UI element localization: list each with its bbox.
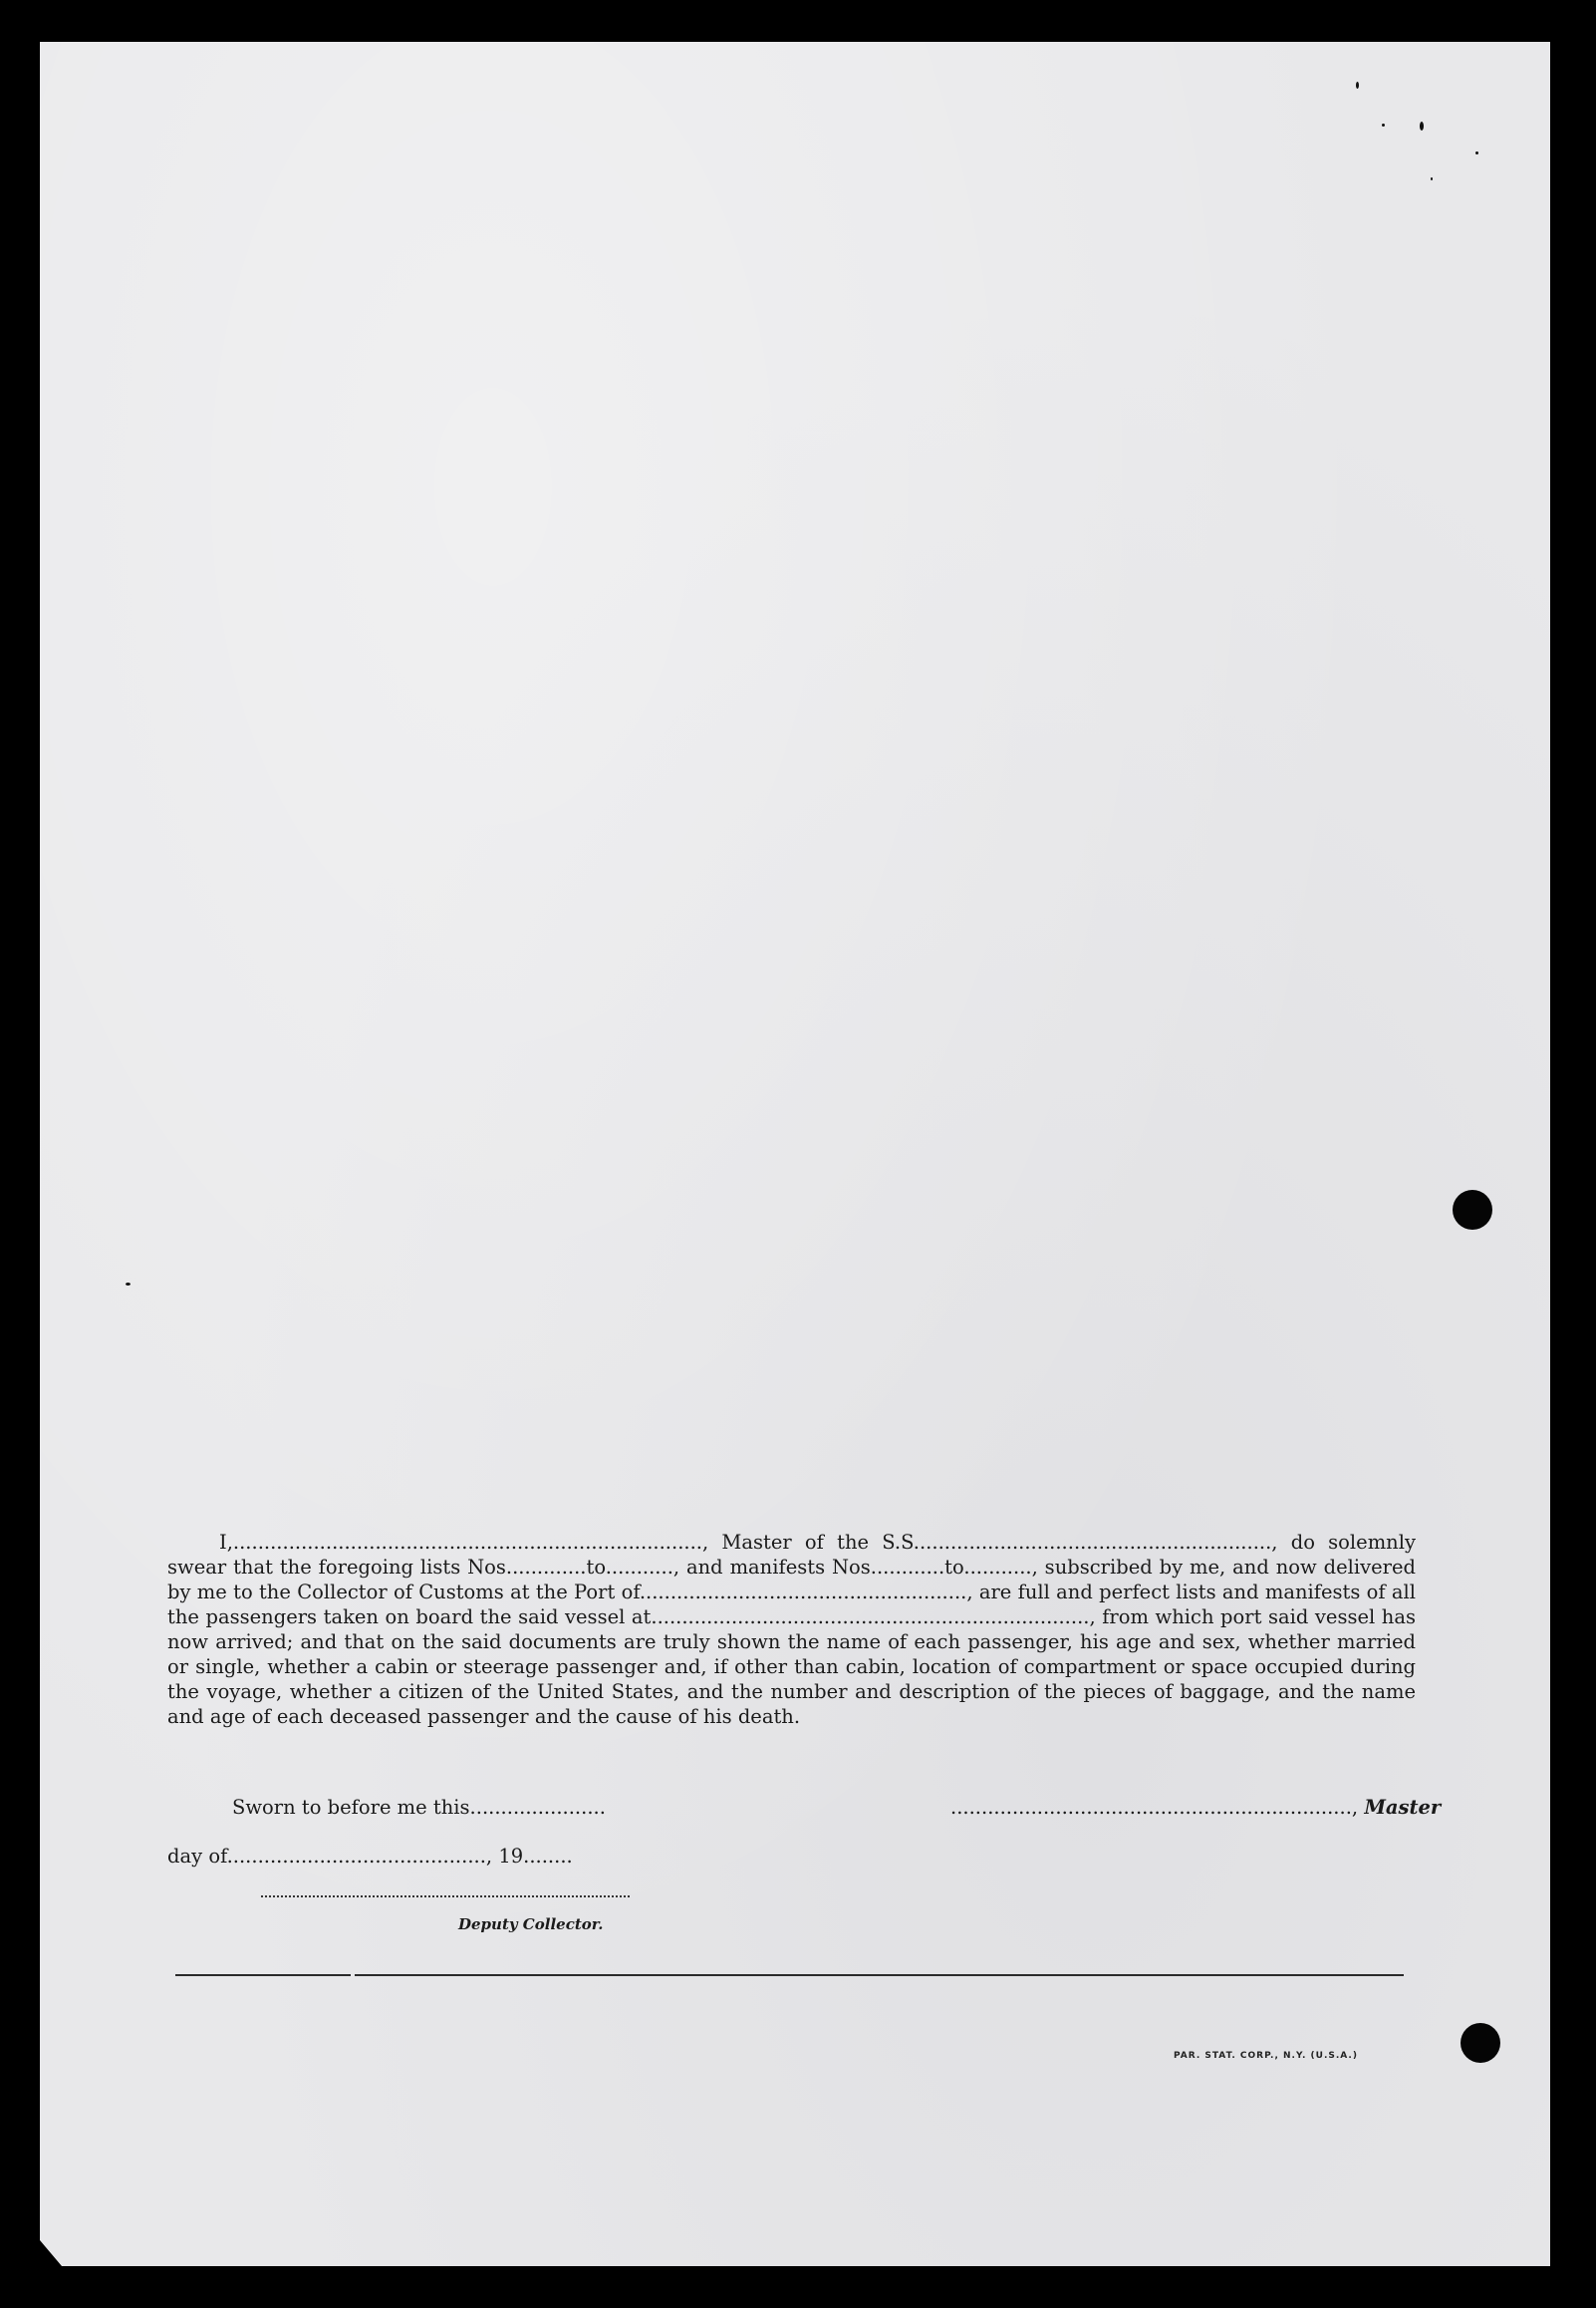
deputy-collector-label: Deputy Collector. <box>458 1915 604 1933</box>
master-oath-paragraph <box>167 1530 1416 1729</box>
ink-speck <box>1382 124 1385 127</box>
folded-corner <box>40 2240 62 2266</box>
bottom-rule-gap <box>351 1972 355 1978</box>
ink-speck <box>126 1283 131 1286</box>
printer-imprint: PAR. STAT. CORP., N.Y. (U.S.A.) <box>1174 2051 1358 2061</box>
master-signature-dots: ................................................................., <box>950 1796 1359 1819</box>
oath-text: I,............................................................................, Master of the S.S.........................................................., do solemnly swear that the foregoing lists Nos.............to..........., and manifests Nos............to..........., subscribed by me, and now delivered by me to the Collector of Customs at the Port of....................................................., are full and perfect lists and manifests of all the passengers taken on board the said vessel at......................................................................., from which port said vessel has now arrived; and that on the said documents are truly shown the name of each passenger, his age and sex, whether married or single, whether a cabin or steerage passenger and, if other than cabin, location of compartment or space occupied during the voyage, whether a citizen of the United States, and the number and description of the pieces of baggage, and the name and age of each deceased passenger and the cause of his death. <box>167 1531 1416 1728</box>
ink-speck <box>1356 82 1359 89</box>
day-of-line: day of.........................................., 19........ <box>167 1845 573 1868</box>
bottom-rule <box>175 1974 1404 1976</box>
master-label: Master <box>1364 1796 1442 1819</box>
ink-speck <box>1431 177 1433 180</box>
ink-speck <box>1475 151 1478 154</box>
sworn-before-line: Sworn to before me this...................... <box>232 1796 606 1819</box>
punch-hole-lower <box>1461 2023 1500 2063</box>
deputy-signature-line <box>261 1895 630 1897</box>
punch-hole-upper <box>1453 1190 1492 1230</box>
master-signature-line <box>950 1796 1442 1819</box>
ink-speck <box>1420 122 1424 131</box>
manifest-page <box>40 42 1550 2266</box>
